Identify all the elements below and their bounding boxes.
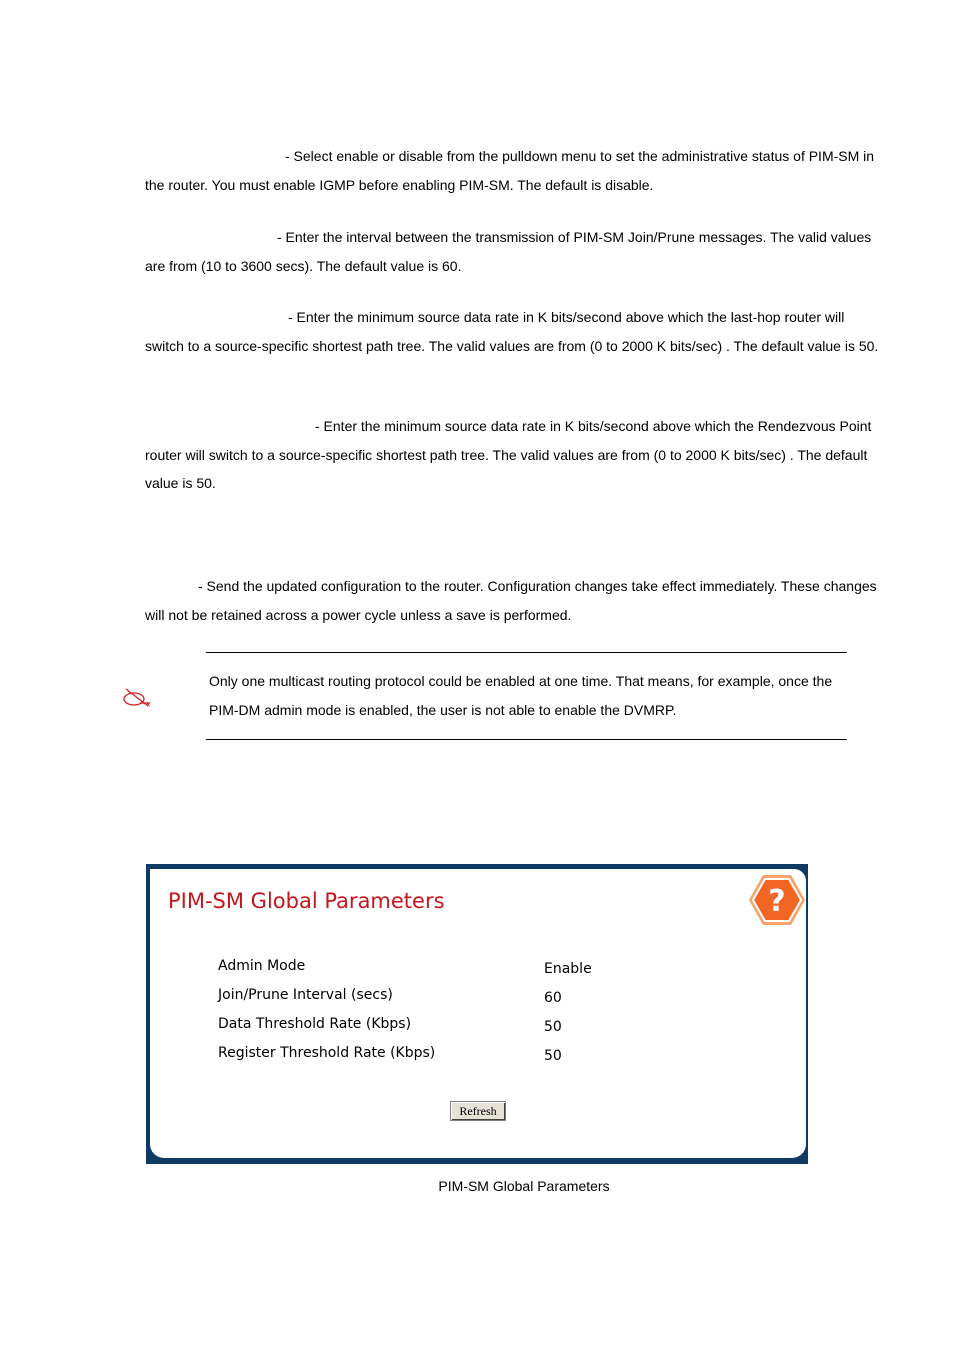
pim-sm-global-parameters-panel — [146, 864, 808, 1164]
admin-mode-description: - Select enable or disable from the pulldown menu to set the administrative status of PIM-SM in the router. You must enable IGMP before enabling PIM-SM. The default is disable. — [145, 148, 875, 193]
submit-description: - Send the updated configuration to the router. Configuration changes take effect immediately. These changes will not be retained across a power cycle unless a save is performed. — [145, 578, 877, 623]
join-prune-interval-value: 60 — [544, 990, 562, 1006]
data-threshold-rate-label: Data Threshold Rate (Kbps) — [218, 1016, 412, 1032]
register-threshold-description: - Enter the minimum source data rate in K bits/second above which the Rendezvous Point router will switch to a source-specific shortest path tree. The valid values are from (0 to 2000 K bits/sec) . The default value is 50. — [145, 418, 872, 491]
join-prune-interval-label: Join/Prune Interval (secs) — [218, 987, 393, 1003]
admin-mode-value: Enable — [544, 961, 592, 977]
note-text: Only one multicast routing protocol could be enabled at one time. That means, for example, once the PIM-DM admin mode is enabled, the user is not able to enable the DVMRP. — [209, 673, 833, 718]
register-threshold-rate-value: 50 — [544, 1048, 562, 1064]
figure-caption: PIM-SM Global Parameters — [438, 1178, 610, 1194]
note-top-rule — [206, 652, 847, 653]
panel-content — [150, 869, 806, 1158]
help-icon[interactable] — [747, 872, 807, 928]
join-prune-description: - Enter the interval between the transmission of PIM-SM Join/Prune messages. The valid values are from (10 to 3600 secs). The default value is 60. — [145, 229, 872, 274]
refresh-button[interactable]: Refresh — [450, 1101, 506, 1121]
data-threshold-rate-value: 50 — [544, 1019, 562, 1035]
svg-text:?: ? — [768, 884, 786, 919]
panel-title: PIM-SM Global Parameters — [168, 889, 445, 913]
register-threshold-rate-label: Register Threshold Rate (Kbps) — [218, 1045, 436, 1061]
note-pencil-icon — [122, 686, 152, 710]
admin-mode-label: Admin Mode — [218, 958, 306, 974]
data-threshold-description: - Enter the minimum source data rate in K bits/second above which the last-hop router will switch to a source-specific shortest path tree. The valid values are from (0 to 2000 K bits/sec) . The default value is 50. — [145, 309, 879, 354]
note-bottom-rule — [206, 739, 847, 740]
